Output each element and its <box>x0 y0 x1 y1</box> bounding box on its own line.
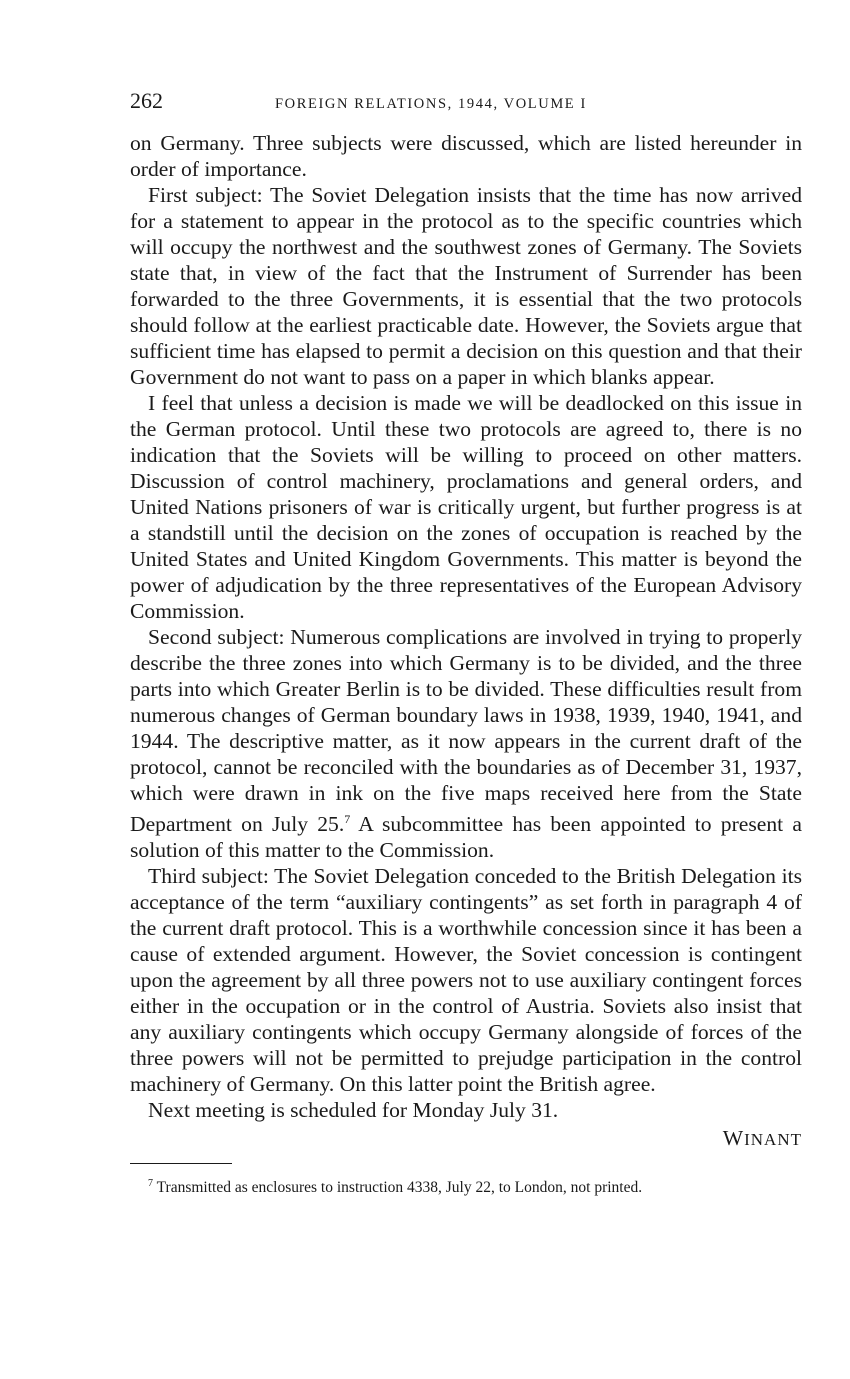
signature-initial: W <box>722 1126 745 1151</box>
footnote-reference: 7 <box>344 812 351 826</box>
second-subject-text-end: A subcommittee has been appointed to present a solution of this matter to the Commission. <box>130 812 802 863</box>
footnote-marker: 7 <box>148 1178 153 1190</box>
footnote-text: Transmitted as enclosures to instruction 4338, July 22, to London, not printed. <box>156 1179 643 1197</box>
paragraph-first-subject: First subject: The Soviet Delegation insists that the time has now arrived for a statement to appear in the protocol as to the specific countries which will occupy the northwest and the southwest zones of Germany. The Soviets state that, in view of the fact that the Instrument of Surrender has been forwarded to the three Governments, it is essential that the two protocols should follow at the earliest practicable date. However, the Soviets argue that sufficient time has elapsed to permit a decision on this question and that their Government do not want to pass on a paper in which blanks appear. <box>130 183 802 389</box>
paragraph-continuation: on Germany. Three subjects were discussed, which are listed hereunder in order of importance. <box>130 131 802 181</box>
signature <box>130 1125 802 1153</box>
second-subject-text: Second subject: Numerous complications are involved in trying to properly describe the three zones into which Germany is to be divided, and the three parts into which Greater Berlin is to be divided. These difficulties result from numerous changes of German boundary laws in 1938, 1939, 1940, 1941, and 1944. The descriptive matter, as it now appears in the current draft of the protocol, cannot be reconciled with the boundaries as of December 31, 1937, which were drawn in ink on the five maps received here from the State Department on July 25. <box>130 625 802 837</box>
signature-rest: INANT <box>744 1130 802 1150</box>
footnote <box>130 1178 802 1198</box>
paragraph-third-subject: Third subject: The Soviet Delegation conceded to the British Delegation its acceptance of the term “auxiliary contingents” as set forth in paragraph 4 of the current draft protocol. This is a worthwhile concession since it has been a cause of extended argument. However, the Soviet concession is contingent upon the agreement by all three powers not to use auxiliary contingent forces either in the occupation or in the control of Austria. Soviets also insist that any auxiliary contingents which occupy Germany alongside of forces of the three powers will not be permitted to prejudge participation in the control machinery of Germany. On this latter point the British agree. <box>130 864 802 1097</box>
body-text <box>130 130 802 1153</box>
footnote-divider <box>130 1163 232 1164</box>
paragraph-deadlock: I feel that unless a decision is made we will be deadlocked on this issue in the German protocol. Until these two protocols are agreed to, there is no indication that the Soviets will be willing to proceed on other matters. Discussion of control machinery, proclamations and general orders, and United Nations prisoners of war is critically urgent, but further progress is at a standstill until the decision on the zones of occupation is reached by the United States and United Kingdom Governments. This matter is beyond the power of adjudication by the three representatives of the European Advisory Commission. <box>130 391 802 623</box>
paragraph-next-meeting: Next meeting is scheduled for Monday July 31. <box>148 1098 559 1123</box>
paragraph-second-subject <box>130 624 802 863</box>
page-number: 262 <box>130 88 163 113</box>
running-title: FOREIGN RELATIONS, 1944, VOLUME I <box>275 96 587 112</box>
running-head <box>130 88 802 118</box>
document-page <box>130 88 802 1198</box>
